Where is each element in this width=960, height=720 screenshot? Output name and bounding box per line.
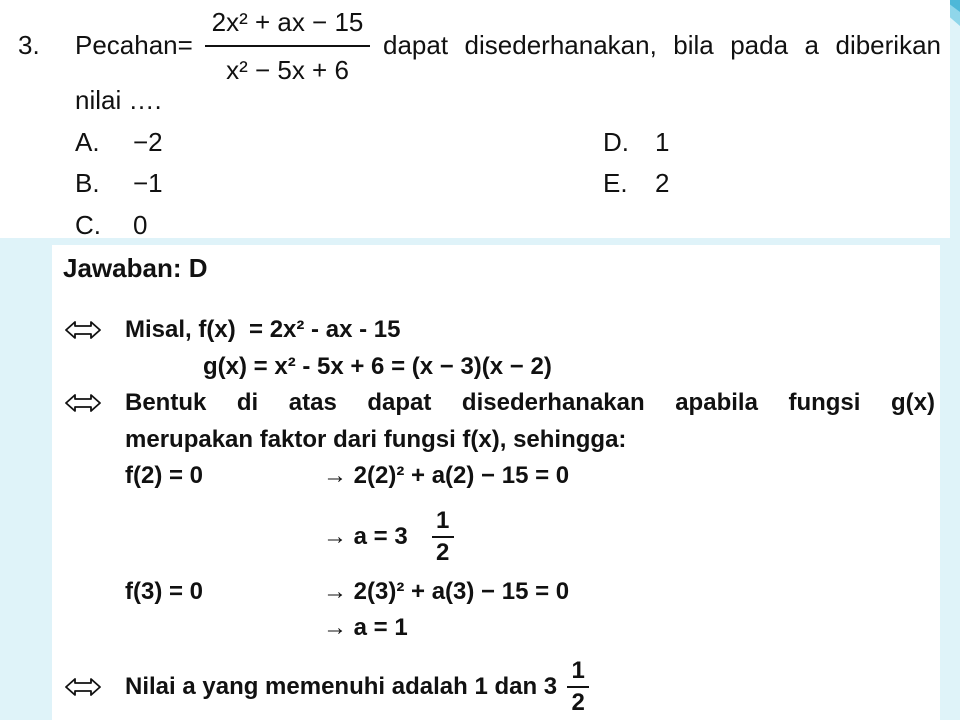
option-e-letter: E. bbox=[603, 168, 628, 198]
option-d-value: 1 bbox=[655, 127, 670, 157]
option-b-value: −1 bbox=[133, 168, 163, 198]
step-misal: Misal, f(x) = 2x² - ax - 15 bbox=[125, 316, 401, 343]
conclusion-text: Nilai a yang memenuhi adalah 1 dan 3 bbox=[125, 673, 558, 700]
option-e-value: 2 bbox=[655, 168, 670, 198]
case-2-result: → a = 1 bbox=[323, 614, 408, 641]
fraction-bar bbox=[567, 686, 589, 688]
step-reason-line-1: Bentuk di atas dapat disederhanakan apabila fungsi g(x) bbox=[125, 389, 935, 416]
option-b-letter: B. bbox=[75, 168, 100, 198]
case-1-equation: → 2(2)² + a(2) − 15 = 0 bbox=[323, 462, 570, 489]
question-text: dapat disederhanakan, bila pada a diberikan bbox=[383, 30, 941, 60]
step-g-definition: g(x) = x² - 5x + 6 = (x − 3)(x − 2) bbox=[203, 353, 552, 380]
case-2-condition: f(3) = 0 bbox=[125, 578, 204, 605]
case-1-result bbox=[323, 497, 454, 577]
fraction-denominator: x² − 5x + 6 bbox=[226, 55, 349, 85]
conclusion bbox=[125, 657, 589, 717]
case-1-result-prefix: → a = 3 bbox=[323, 523, 408, 550]
case-2-equation: → 2(3)² + a(3) − 15 = 0 bbox=[323, 578, 570, 605]
conclusion-fraction bbox=[567, 658, 589, 716]
question-panel bbox=[0, 0, 950, 238]
question-text-continued: nilai …. bbox=[75, 85, 162, 115]
fraction-numerator: 1 bbox=[571, 657, 585, 684]
fraction-numerator: 2x² + ax − 15 bbox=[211, 7, 364, 37]
option-a-value: −2 bbox=[133, 127, 163, 157]
case-1-result-fraction bbox=[432, 508, 454, 566]
step-reason-line-2: merupakan faktor dari fungsi f(x), sehingga: bbox=[125, 426, 627, 453]
fraction-numerator: 1 bbox=[436, 507, 450, 534]
option-d-letter: D. bbox=[603, 127, 629, 157]
case-1-condition: f(2) = 0 bbox=[125, 462, 204, 489]
answer-heading: Jawaban: D bbox=[63, 253, 208, 283]
question-lead: Pecahan= bbox=[75, 30, 193, 60]
fraction-bar bbox=[205, 45, 370, 47]
option-c-letter: C. bbox=[75, 210, 101, 240]
fraction-denominator: 2 bbox=[571, 689, 585, 716]
fraction-bar bbox=[432, 536, 454, 538]
double-arrow-icon bbox=[65, 393, 101, 413]
option-a-letter: A. bbox=[75, 127, 100, 157]
answer-panel bbox=[52, 245, 940, 720]
question-number: 3. bbox=[18, 30, 40, 60]
fraction-denominator: 2 bbox=[436, 539, 450, 566]
double-arrow-icon bbox=[65, 320, 101, 340]
double-arrow-icon bbox=[65, 677, 101, 697]
option-c-value: 0 bbox=[133, 210, 148, 240]
